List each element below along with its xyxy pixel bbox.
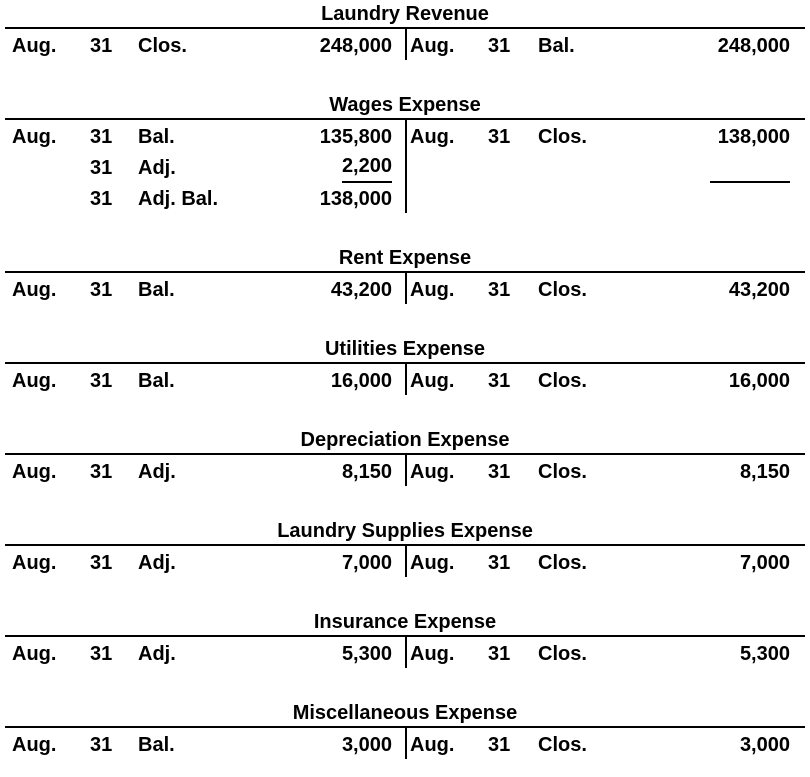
credit-description: Bal. — [538, 35, 575, 57]
credit-description: Clos. — [538, 461, 587, 483]
debit-amount: 248,000 — [319, 35, 392, 57]
account-body — [5, 273, 805, 304]
t-account — [5, 608, 805, 668]
debit-amount: 16,000 — [330, 370, 392, 392]
credit-description: Clos. — [538, 734, 587, 756]
debit-description: Bal. — [138, 370, 175, 392]
credit-day: 31 — [488, 35, 511, 57]
credit-month: Aug. — [410, 279, 455, 301]
t-account — [5, 91, 805, 213]
credit-description: Clos. — [538, 643, 587, 665]
credit-amount: 43,200 — [728, 279, 790, 301]
credit-month: Aug. — [410, 370, 455, 392]
entry-row — [5, 120, 805, 151]
debit-amount: 138,000 — [319, 188, 392, 210]
credit-amount — [710, 151, 790, 183]
debit-description: Adj. — [138, 157, 176, 179]
t-account — [5, 244, 805, 304]
account-body — [5, 364, 805, 395]
credit-amount: 248,000 — [717, 35, 790, 57]
debit-amount: 5,300 — [341, 643, 392, 665]
credit-month: Aug. — [410, 734, 455, 756]
entry-row — [5, 455, 805, 486]
debit-day: 31 — [90, 461, 113, 483]
credit-day: 31 — [488, 370, 511, 392]
credit-month: Aug. — [410, 461, 455, 483]
debit-amount: 43,200 — [330, 279, 392, 301]
account-title: Laundry Supplies Expense — [5, 517, 805, 546]
debit-amount: 8,150 — [341, 461, 392, 483]
debit-day: 31 — [90, 35, 113, 57]
debit-month: Aug. — [12, 552, 57, 574]
account-title: Insurance Expense — [5, 608, 805, 637]
debit-amount: 7,000 — [341, 552, 392, 574]
entry-row — [5, 29, 805, 60]
account-body — [5, 120, 805, 213]
debit-description: Adj. Bal. — [138, 188, 219, 210]
account-body — [5, 455, 805, 486]
credit-month: Aug. — [410, 552, 455, 574]
account-title: Utilities Expense — [5, 335, 805, 364]
entry-row — [5, 728, 805, 759]
debit-day: 31 — [90, 370, 113, 392]
debit-day: 31 — [90, 552, 113, 574]
debit-day: 31 — [90, 188, 113, 210]
credit-month: Aug. — [410, 126, 455, 148]
credit-month: Aug. — [410, 35, 455, 57]
debit-month: Aug. — [12, 35, 57, 57]
debit-description: Adj. — [138, 643, 176, 665]
account-title: Laundry Revenue — [5, 0, 805, 29]
debit-amount: 135,800 — [319, 126, 392, 148]
account-body — [5, 546, 805, 577]
credit-description: Clos. — [538, 370, 587, 392]
debit-month: Aug. — [12, 461, 57, 483]
credit-day: 31 — [488, 734, 511, 756]
credit-description: Clos. — [538, 279, 587, 301]
debit-description: Adj. — [138, 552, 176, 574]
credit-amount: 8,150 — [739, 461, 790, 483]
debit-month: Aug. — [12, 126, 57, 148]
debit-amount: 2,200 — [342, 151, 392, 183]
debit-day: 31 — [90, 643, 113, 665]
credit-day: 31 — [488, 643, 511, 665]
credit-description: Clos. — [538, 552, 587, 574]
debit-day: 31 — [90, 126, 113, 148]
t-account — [5, 0, 805, 60]
debit-description: Bal. — [138, 126, 175, 148]
debit-day: 31 — [90, 279, 113, 301]
debit-description: Bal. — [138, 279, 175, 301]
entry-row — [5, 637, 805, 668]
account-title: Rent Expense — [5, 244, 805, 273]
t-account — [5, 335, 805, 395]
t-account — [5, 517, 805, 577]
account-body — [5, 29, 805, 60]
debit-description: Clos. — [138, 35, 187, 57]
debit-month: Aug. — [12, 370, 57, 392]
credit-day: 31 — [488, 279, 511, 301]
entry-row — [5, 273, 805, 304]
debit-amount: 3,000 — [341, 734, 392, 756]
t-account — [5, 699, 805, 759]
debit-description: Adj. — [138, 461, 176, 483]
entry-row — [5, 151, 805, 182]
credit-day: 31 — [488, 461, 511, 483]
credit-amount: 7,000 — [739, 552, 790, 574]
account-body — [5, 637, 805, 668]
debit-day: 31 — [90, 157, 113, 179]
entry-row — [5, 182, 805, 213]
entry-row — [5, 364, 805, 395]
credit-description: Clos. — [538, 126, 587, 148]
credit-day: 31 — [488, 552, 511, 574]
debit-month: Aug. — [12, 643, 57, 665]
account-title: Depreciation Expense — [5, 426, 805, 455]
credit-day: 31 — [488, 126, 511, 148]
credit-amount: 138,000 — [717, 126, 790, 148]
debit-month: Aug. — [12, 279, 57, 301]
account-title: Wages Expense — [5, 91, 805, 120]
credit-month: Aug. — [410, 643, 455, 665]
t-account — [5, 426, 805, 486]
account-title: Miscellaneous Expense — [5, 699, 805, 728]
debit-month: Aug. — [12, 734, 57, 756]
credit-amount: 3,000 — [739, 734, 790, 756]
entry-row — [5, 546, 805, 577]
credit-amount: 16,000 — [728, 370, 790, 392]
debit-description: Bal. — [138, 734, 175, 756]
debit-day: 31 — [90, 734, 113, 756]
account-body — [5, 728, 805, 759]
credit-amount: 5,300 — [739, 643, 790, 665]
